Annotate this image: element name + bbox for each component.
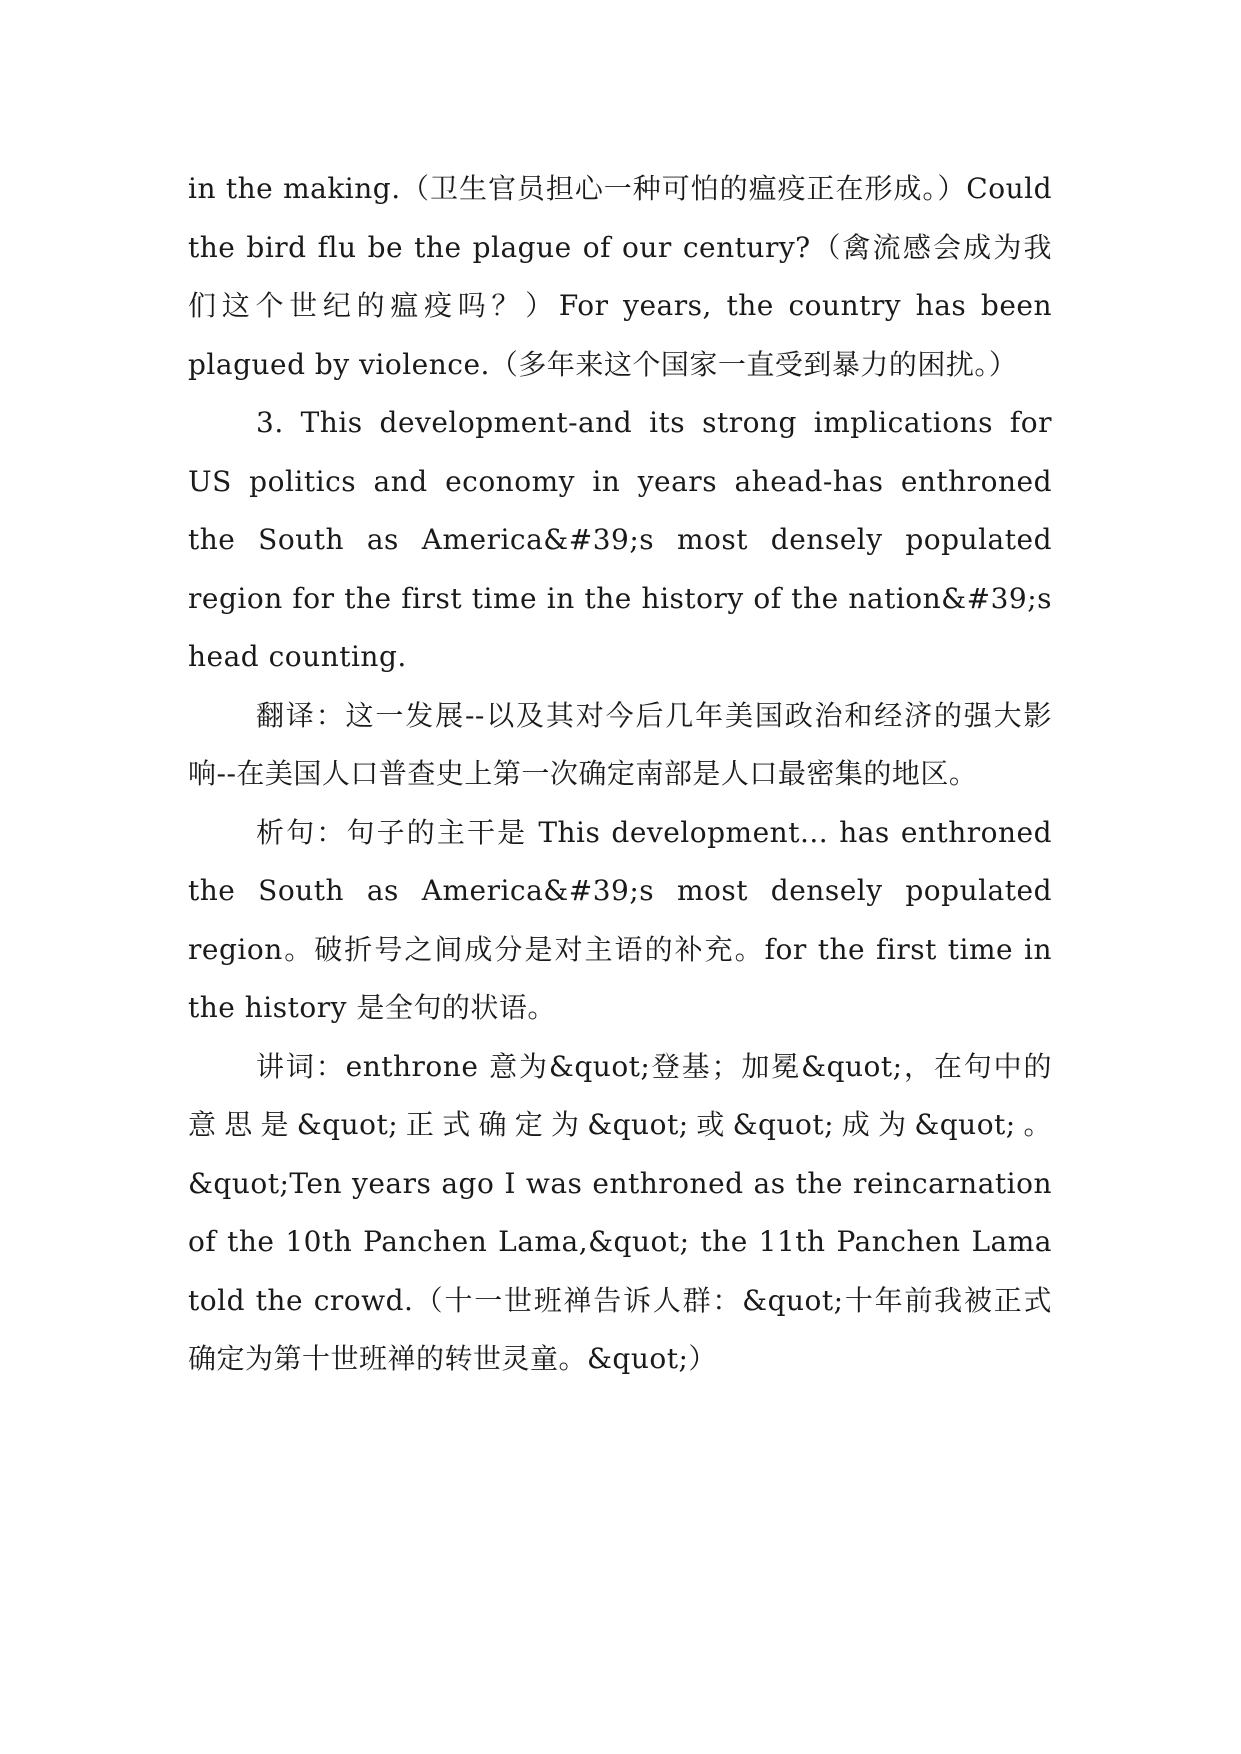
paragraph-translation: 翻译：这一发展--以及其对今后几年美国政治和经济的强大影响--在美国人口普查史上第一次确定南部是人口最密集的地区。	[188, 698, 1052, 790]
paragraph-sentence-3: 3. This development-and its strong implications for US politics and economy in years ahead-has enthroned the South as America&#39;s most densely populated region for the first time in the history of the nation&#39;s head counting.	[188, 406, 1052, 673]
document-body	[188, 160, 1052, 1389]
paragraph-plague-examples: in the making.（卫生官员担心一种可怕的瘟疫正在形成。）Could the bird flu be the plague of our century?（禽流感会成为我们这个世纪的瘟疫吗？）For years, the country has been plagued by violence.（多年来这个国家一直受到暴力的困扰。）	[188, 172, 1052, 381]
paragraph-analysis: 析句：句子的主干是 This development... has enthroned the South as America&#39;s most densely populated region。破折号之间成分是对主语的补充。for the first time in the history 是全句的状语。	[188, 815, 1052, 1024]
paragraph-vocabulary: 讲词：enthrone 意为&quot;登基；加冕&quot;，在句中的意思是&quot;正式确定为&quot;或&quot;成为&quot;。&quot;Ten years ago I was enthroned as the reincarnation of the 10th Panchen Lama,&quot; the 11th Panchen Lama told the crowd.（十一世班禅告诉人群：&quot;十年前我被正式确定为第十世班禅的转世灵童。&quot;）	[188, 1049, 1052, 1375]
